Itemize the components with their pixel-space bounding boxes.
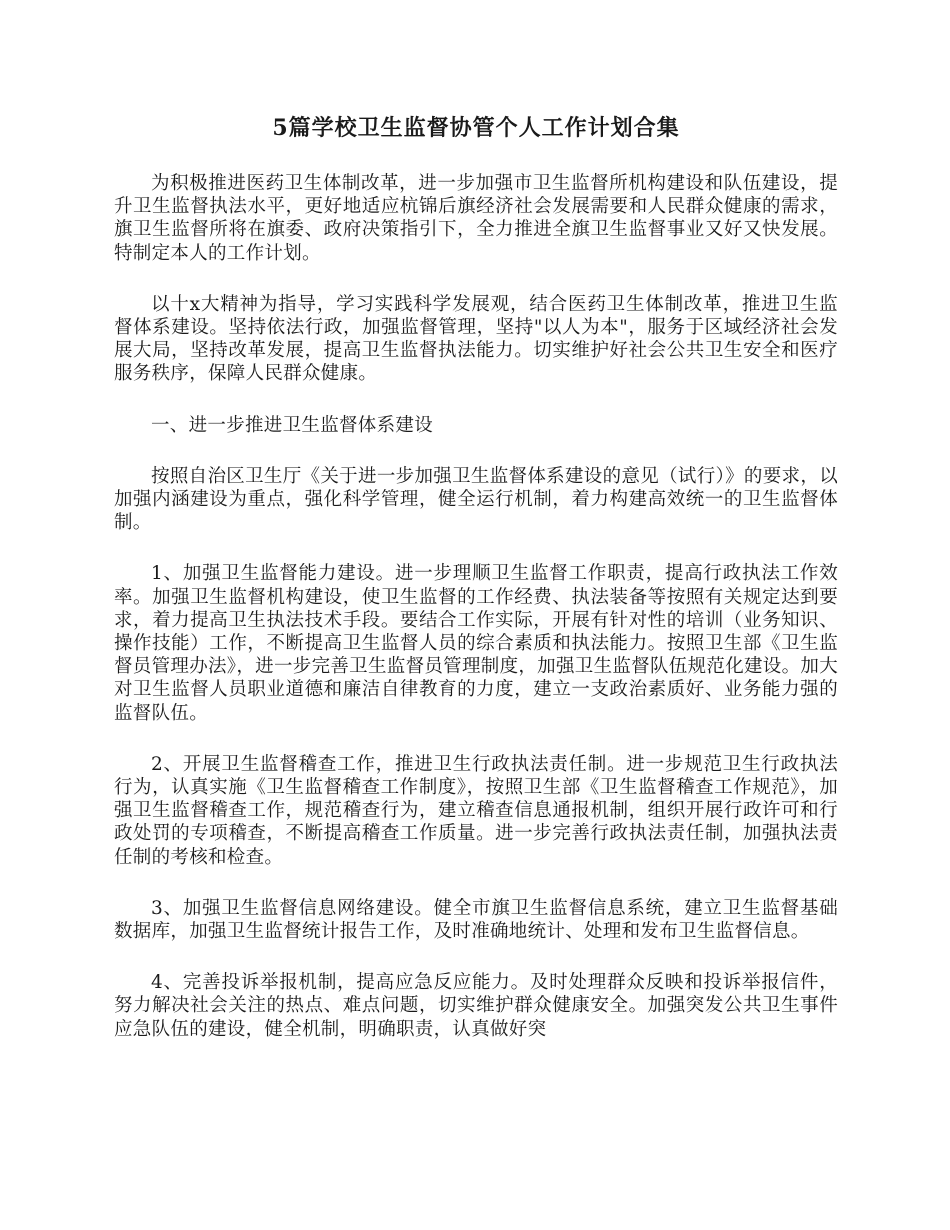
item-2-paragraph: 2、开展卫生监督稽查工作，推进卫生行政执法责任制。进一步规范卫生行政执法行为，认真实施《卫生监督稽查工作制度》，按照卫生部《卫生监督稽查工作规范》，加强卫生监督稽查工作，规范稽查行为，建立稽查信息通报机制，组织开展行政许可和行政处罚的专项稽查，不断提高稽查工作质量。进一步完善行政执法责任制，加强执法责任制的考核和检查。 [114,753,838,868]
section-intro-paragraph: 按照自治区卫生厅《关于进一步加强卫生监督体系建设的意见（试行）》的要求，以加强内涵建设为重点，强化科学管理，健全运行机制，着力构建高效统一的卫生监督体制。 [114,465,838,534]
intro-paragraph: 为积极推进医药卫生体制改革，进一步加强市卫生监督所机构建设和队伍建设，提升卫生监督执法水平，更好地适应杭锦后旗经济社会发展需要和人民群众健康的需求，旗卫生监督所将在旗委、政府决策指引下，全力推进全旗卫生监督事业又好又快发展。特制定本人的工作计划。 [114,173,838,264]
document-title: 5篇学校卫生监督协管个人工作计划合集 [272,115,680,141]
guiding-principle-paragraph: 以十x大精神为指导，学习实践科学发展观，结合医药卫生体制改革，推进卫生监督体系建设。坚持依法行政，加强监督管理，坚持"以人为本"，服务于区域经济社会发展大局，坚持改革发展，提高卫生监督执法能力。切实维护好社会公共卫生安全和医疗服务秩序，保障人民群众健康。 [114,293,838,385]
item-1-paragraph: 1、加强卫生监督能力建设。进一步理顺卫生监督工作职责，提高行政执法工作效率。加强卫生监督机构建设，使卫生监督的工作经费、执法装备等按照有关规定达到要求，着力提高卫生执法技术手段。要结合工作实际，开展有针对性的培训（业务知识、操作技能）工作，不断提高卫生监督人员的综合素质和执法能力。按照卫生部《卫生监督员管理办法》，进一步完善卫生监督员管理制度，加强卫生监督队伍规范化建设。加大对卫生监督人员职业道德和廉洁自律教育的力度，建立一支政治素质好、业务能力强的监督队伍。 [114,563,838,724]
section-heading-1: 一、进一步推进卫生监督体系建设 [151,414,434,436]
item-3-paragraph: 3、加强卫生监督信息网络建设。健全市旗卫生监督信息系统，建立卫生监督基础数据库，加强卫生监督统计报告工作，及时准确地统计、处理和发布卫生监督信息。 [114,897,838,943]
document-page [114,110,838,1041]
item-4-paragraph: 4、完善投诉举报机制，提高应急反应能力。及时处理群众反映和投诉举报信件，努力解决社会关注的热点、难点问题，切实维护群众健康安全。加强突发公共卫生事件应急队伍的建设，健全机制，明确职责，认真做好突 [114,972,838,1040]
